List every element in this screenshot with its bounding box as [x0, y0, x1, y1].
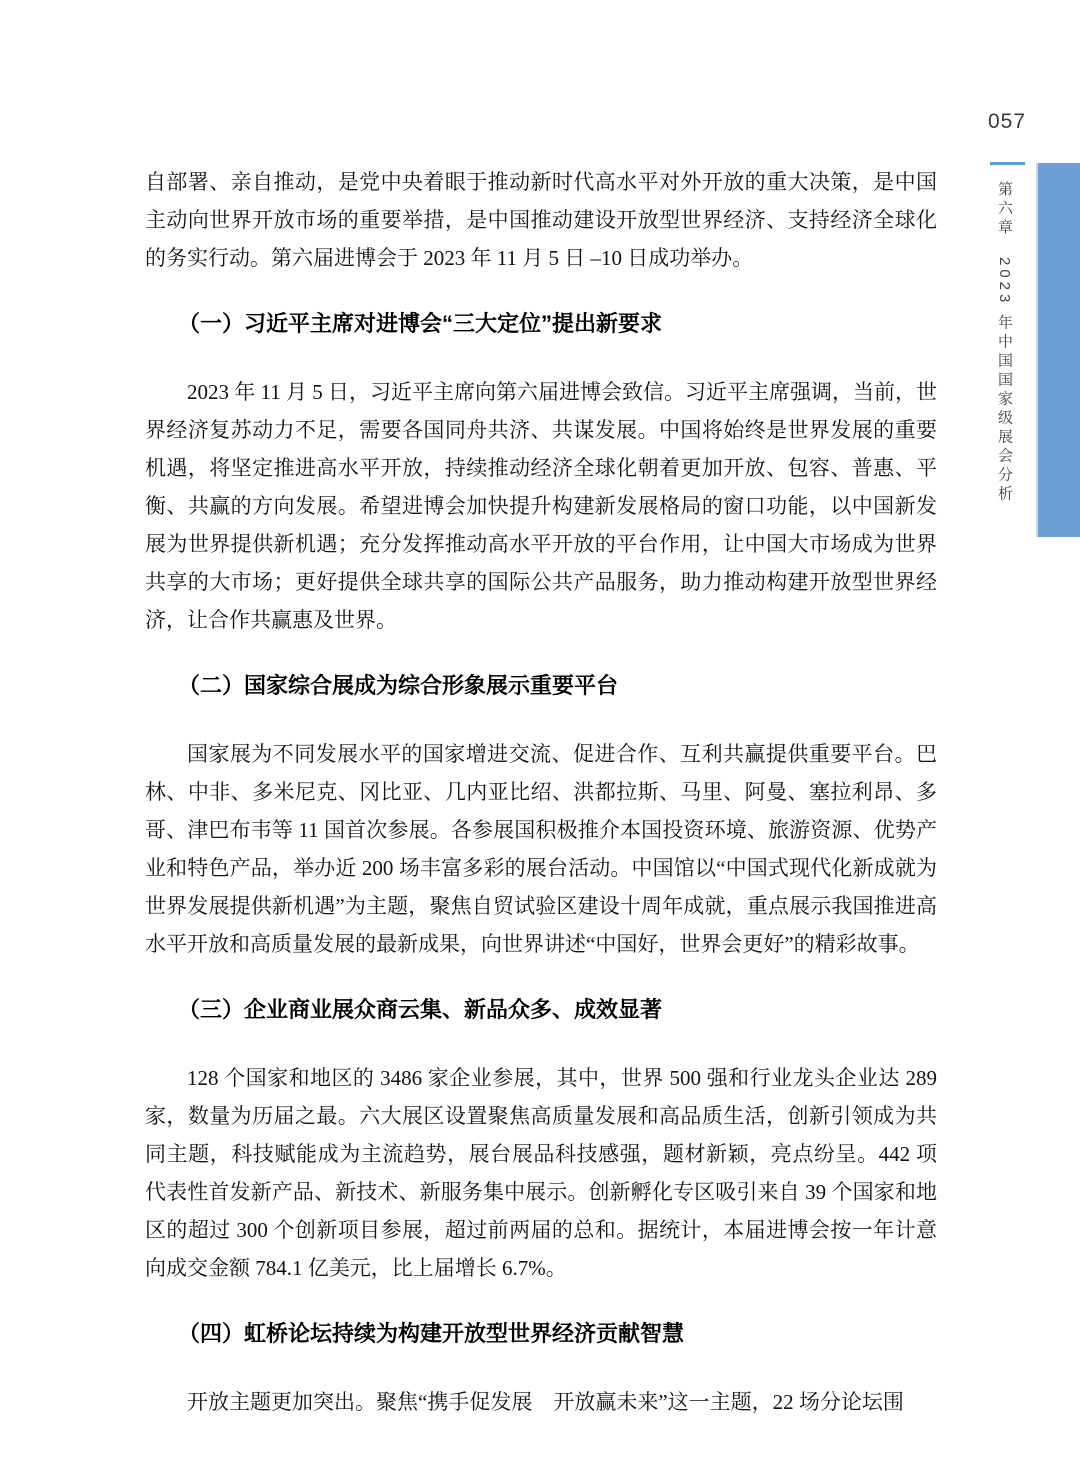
header-accent-line: [990, 162, 1025, 165]
section-heading-2: （二）国家综合展成为综合形象展示重要平台: [178, 673, 619, 698]
section-heading-3: （三）企业商业展众商云集、新品众多、成效显著: [178, 997, 663, 1022]
intro-paragraph: 自部署、亲自推动，是党中央着眼于推动新时代高水平对外开放的重大决策，是中国主动向世界开放市场的重要举措，是中国推动建设开放型世界经济、支持经济全球化的务实行动。第六届进博会于 2023 年 11 月 5 日 –10 日成功举办。: [145, 170, 937, 270]
page-content: [145, 0, 937, 1421]
section-paragraph-4: 开放主题更加突出。聚焦“携手促发展 开放赢未来”这一主题，22 场分论坛围: [187, 1390, 904, 1414]
chapter-sidebar-label: 第六章 2023 年中国国家级展会分析: [996, 181, 1013, 505]
sidebar-blue-band: [1036, 163, 1080, 537]
section-heading-4: （四）虹桥论坛持续为构建开放型世界经济贡献智慧: [178, 1321, 685, 1346]
section-paragraph-2: 国家展为不同发展水平的国家增进交流、促进合作、互利共赢提供重要平台。巴林、中非、多米尼克、冈比亚、几内亚比绍、洪都拉斯、马里、阿曼、塞拉利昂、多哥、津巴布韦等 11 国首次参展。各参展国积极推介本国投资环境、旅游资源、优势产业和特色产品，举办近 200 场丰富多彩的展台活动。中国馆以“中国式现代化新成就为世界发展提供新机遇”为主题，聚焦自贸试验区建设十周年成就，重点展示我国推进高水平开放和高质量发展的最新成果，向世界讲述“中国好，世界会更好”的精彩故事。: [145, 742, 937, 956]
section-heading-1: （一）习近平主席对进博会“三大定位”提出新要求: [178, 311, 663, 336]
section-paragraph-1: 2023 年 11 月 5 日，习近平主席向第六届进博会致信。习近平主席强调，当前，世界经济复苏动力不足，需要各国同舟共济、共谋发展。中国将始终是世界发展的重要机遇，将坚定推进高水平开放，持续推动经济全球化朝着更加开放、包容、普惠、平衡、共赢的方向发展。希望进博会加快提升构建新发展格局的窗口功能，以中国新发展为世界提供新机遇；充分发挥推动高水平开放的平台作用，让中国大市场成为世界共享的大市场；更好提供全球共享的国际公共产品服务，助力推动构建开放型世界经济，让合作共赢惠及世界。: [145, 380, 937, 632]
section-paragraph-3: 128 个国家和地区的 3486 家企业参展，其中，世界 500 强和行业龙头企业达 289 家，数量为历届之最。六大展区设置聚焦高质量发展和高品质生活，创新引领成为共同主题，科技赋能成为主流趋势，展台展品科技感强，题材新颖，亮点纷呈。442 项代表性首发新产品、新技术、新服务集中展示。创新孵化专区吸引来自 39 个国家和地区的超过 300 个创新项目参展，超过前两届的总和。据统计，本届进博会按一年计意向成交金额 784.1 亿美元，比上届增长 6.7%。: [145, 1066, 937, 1280]
page-number: 057: [988, 110, 1027, 133]
